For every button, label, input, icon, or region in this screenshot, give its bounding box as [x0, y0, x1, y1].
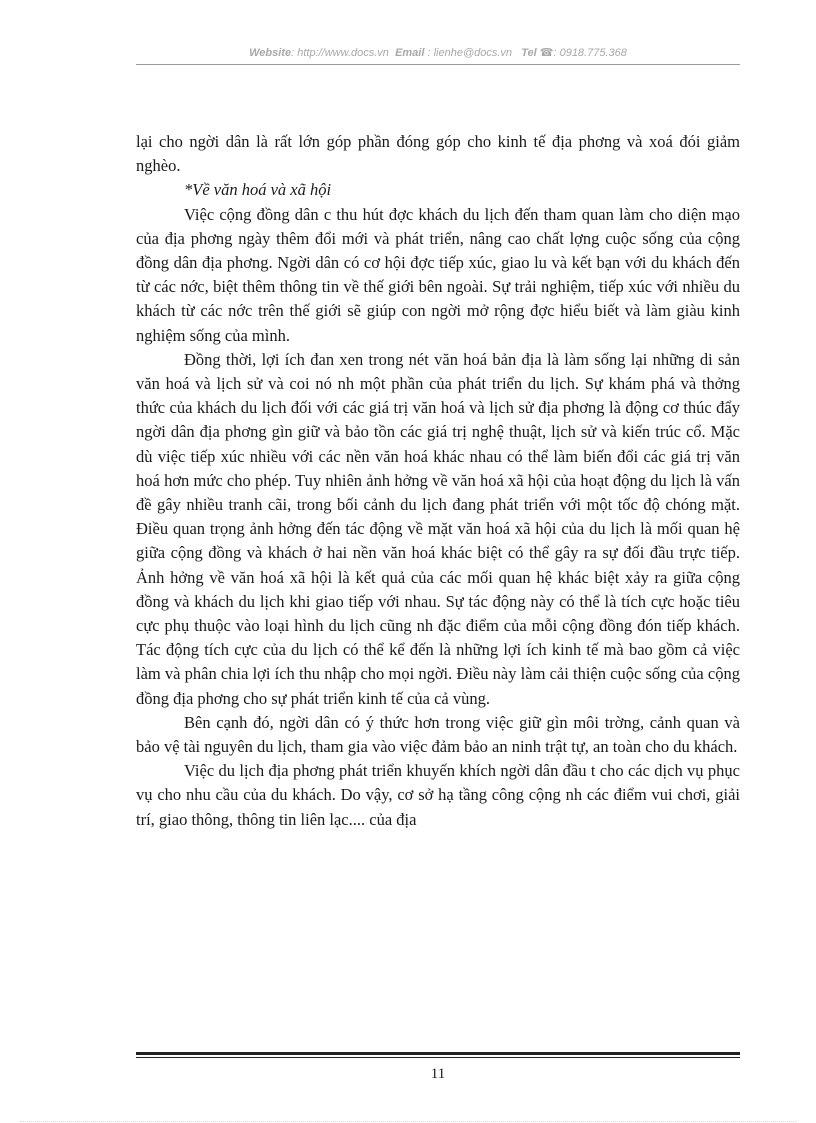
page-edge-divider	[20, 1121, 796, 1122]
tel-label: Tel	[521, 47, 537, 59]
body-text	[136, 130, 740, 832]
website-value: : http://www.docs.vn	[291, 47, 389, 59]
website-label: Website	[249, 47, 292, 59]
tel-value: : 0918.775.368	[553, 47, 627, 59]
header-rule	[136, 64, 740, 65]
paragraph: Việc cộng đồng dân c thu hút đợc khách du lịch đến tham quan làm cho diện mạo của địa phơng ngày thêm đổi mới và phát triển, nâng cao chất lợng cuộc sống của cộng đồng dân địa phơng. Ngời dân có cơ hội đợc tiếp xúc, giao lu và kết bạn với du khách đến từ các nớc, biệt thêm thông tin về thế giới bên ngoài. Sự trải nghiệm, tiếp xúc với nhiều du khách từ các nớc trên thế giới sẽ giúp con ngời mở rộng đợc hiểu biết và làm giàu kinh nghiệm sống của mình.	[136, 204, 740, 345]
paragraph: Đồng thời, lợi ích đan xen trong nét văn hoá bản địa là làm sống lại những di sản văn hoá và lịch sử và coi nó nh một phần của phát triển du lịch. Sự khám phá và thởng thức của khách du lịch đối với các giá trị văn hoá và lịch sử địa phơng là động cơ thúc đẩy ngời dân địa phơng gìn giữ và bảo tồn các giá trị nghệ thuật, lịch sử và kiến trúc cổ. Mặc dù việc tiếp xúc nhiều với các nền văn hoá khác nhau có thể làm biến đổi các giá trị văn hoá hơn mức cho phép. Tuy nhiên ảnh hởng về văn hoá xã hội của hoạt động du lịch là vấn đề gây nhiều tranh cãi, trong bối cảnh du lịch đang phát triển với một tốc độ chóng mặt. Điều quan trọng ảnh hởng đến tác động về mặt văn hoá xã hội của du lịch là mối quan hệ giữa cộng đồng và khách ở hai nền văn hoá khác biệt có thể gây ra sự đối đầu trực tiếp. Ảnh hởng về văn hoá xã hội là kết quả của các mối quan hệ khác biệt xảy ra giữa cộng đồng và khách du lịch khi giao tiếp với nhau. Sự tác động này có thể là tích cực hoặc tiêu cực phụ thuộc vào loại hình du lịch cũng nh đặc điểm của mỗi cộng đồng đón tiếp khách. Tác động tích cực của du lịch có thể kể đến là những lợi ích kinh tế mà bao gồm cả việc làm và phân chia lợi ích thu nhập cho mọi ngời. Điều này làm cải thiện cuộc sống của cộng đồng địa phơng cho sự phát triển kinh tế của cả vùng.	[136, 349, 740, 708]
paragraph: Bên cạnh đó, ngời dân có ý thức hơn trong việc giữ gìn môi trờng, cảnh quan và bảo vệ tài nguyên du lịch, tham gia vào việc đảm bảo an ninh trật tự, an toàn cho du khách.	[136, 712, 740, 757]
section-subheading: *Về văn hoá và xã hội	[184, 180, 332, 200]
paragraph-continuation: lại cho ngời dân là rất lớn góp phần đóng góp cho kinh tế địa phơng và xoá đói giảm nghèo.	[136, 132, 740, 176]
footer-rule-thick	[136, 1052, 740, 1055]
email-value: : lienhe@docs.vn	[427, 47, 513, 59]
email-label: Email	[395, 47, 425, 59]
page-number: 11	[430, 1066, 446, 1082]
footer-rule-thin	[136, 1057, 740, 1058]
phone-icon: ☎	[539, 47, 554, 59]
paragraph: Việc du lịch địa phơng phát triển khuyến khích ngời dân đầu t cho các dịch vụ phục vụ cho nhu cầu của du khách. Do vậy, cơ sở hạ tầng công cộng nh các điểm vui chơi, giải trí, giao thông, thông tin liên lạc.... của địa	[136, 761, 740, 829]
page-header	[136, 46, 740, 59]
